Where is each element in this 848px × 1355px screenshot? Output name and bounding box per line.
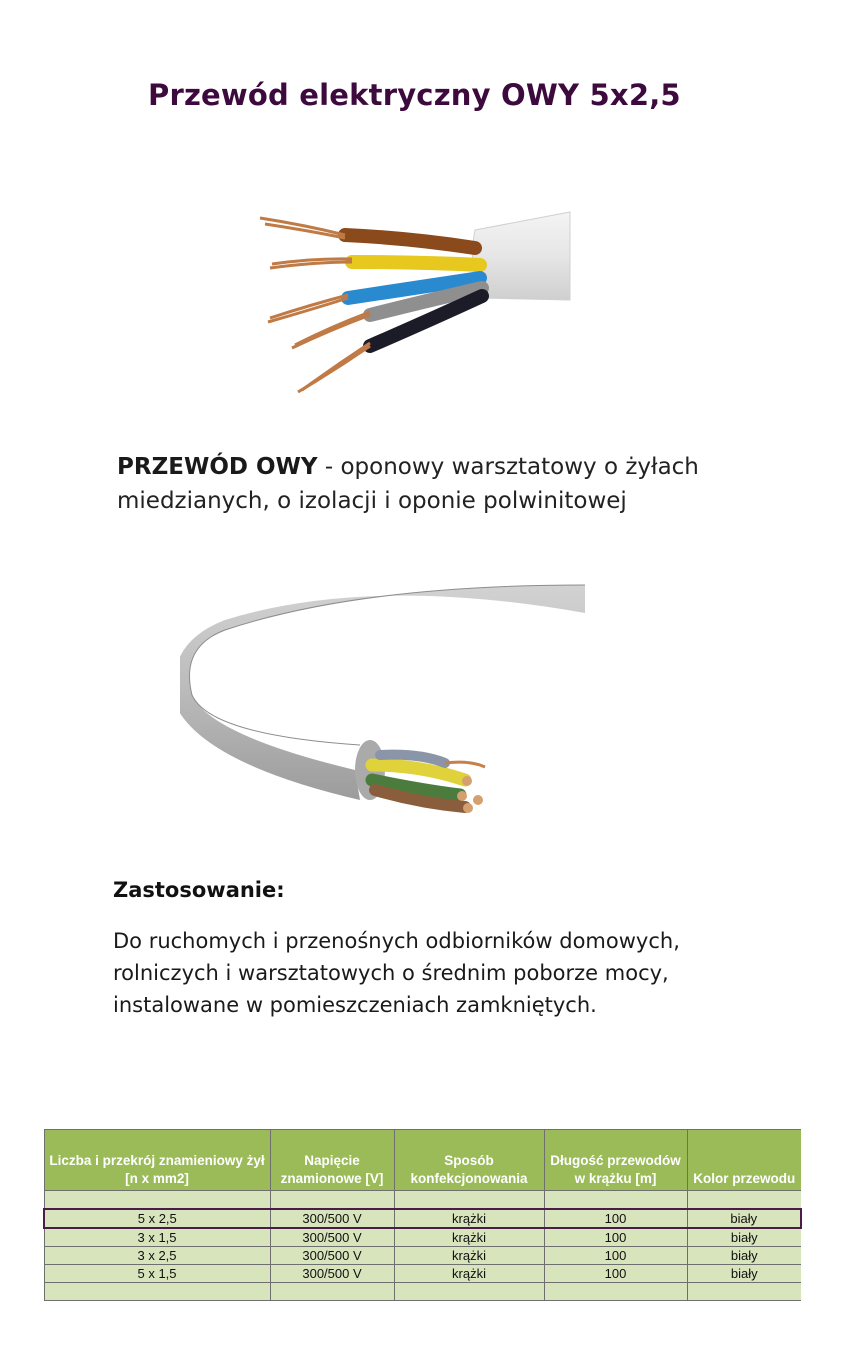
usage-text: Do ruchomych i przenośnych odbiorników domowych, rolniczych i warsztatowych o średnim poborze mocy, instalowane w pomieszczeniach zamkniętych. xyxy=(113,929,680,1017)
table-row xyxy=(44,1191,801,1210)
cell-color: biały xyxy=(687,1247,801,1265)
cell-length: 100 xyxy=(544,1209,687,1228)
usage-heading: Zastosowanie: xyxy=(113,878,285,902)
cell-length: 100 xyxy=(544,1247,687,1265)
product-description xyxy=(117,450,757,518)
table-row xyxy=(44,1265,801,1283)
cell-cores: 3 x 2,5 xyxy=(44,1247,270,1265)
page-title: Przewód elektryczny OWY 5x2,5 xyxy=(148,78,681,112)
header-color: Kolor przewodu xyxy=(687,1130,801,1191)
spec-table xyxy=(43,1129,802,1301)
cell-color: biały xyxy=(687,1209,801,1228)
cell-color xyxy=(687,1191,801,1210)
cell-packaging: krążki xyxy=(394,1228,544,1247)
cell-cores: 3 x 1,5 xyxy=(44,1228,270,1247)
header-cores: Liczba i przekrój znamieniowy żył [n x mm2] xyxy=(44,1130,270,1191)
table-row xyxy=(44,1247,801,1265)
cell-voltage: 300/500 V xyxy=(270,1209,394,1228)
cell-color: biały xyxy=(687,1265,801,1283)
cell-cores xyxy=(44,1283,270,1301)
table-row xyxy=(44,1228,801,1247)
cell-packaging: krążki xyxy=(394,1265,544,1283)
cell-voltage: 300/500 V xyxy=(270,1247,394,1265)
cell-voltage: 300/500 V xyxy=(270,1228,394,1247)
header-length: Długość przewodów w krążku [m] xyxy=(544,1130,687,1191)
product-description-text: - oponowy warsztatowy o żyłach miedzianych, o izolacji i oponie polwinitowej xyxy=(117,454,699,514)
cell-packaging xyxy=(394,1191,544,1210)
grey-cable-image xyxy=(180,575,590,840)
cell-color: biały xyxy=(687,1228,801,1247)
header-packaging: Sposób konfekcjonowania xyxy=(394,1130,544,1191)
cell-length xyxy=(544,1191,687,1210)
table-header-row xyxy=(44,1130,801,1191)
cell-packaging: krążki xyxy=(394,1209,544,1228)
header-voltage: Napięcie znamionowe [V] xyxy=(270,1130,394,1191)
table-row xyxy=(44,1283,801,1301)
cell-voltage xyxy=(270,1191,394,1210)
cell-length: 100 xyxy=(544,1265,687,1283)
cell-cores: 5 x 2,5 xyxy=(44,1209,270,1228)
cell-cores xyxy=(44,1191,270,1210)
product-name: PRZEWÓD OWY xyxy=(117,454,318,480)
cell-color xyxy=(687,1283,801,1301)
table-row-selected[interactable] xyxy=(44,1209,801,1228)
cell-length xyxy=(544,1283,687,1301)
cable-cores-image xyxy=(130,150,750,415)
cell-cores: 5 x 1,5 xyxy=(44,1265,270,1283)
cell-packaging xyxy=(394,1283,544,1301)
cell-packaging: krążki xyxy=(394,1247,544,1265)
cell-length: 100 xyxy=(544,1228,687,1247)
cell-voltage: 300/500 V xyxy=(270,1265,394,1283)
cell-voltage xyxy=(270,1283,394,1301)
